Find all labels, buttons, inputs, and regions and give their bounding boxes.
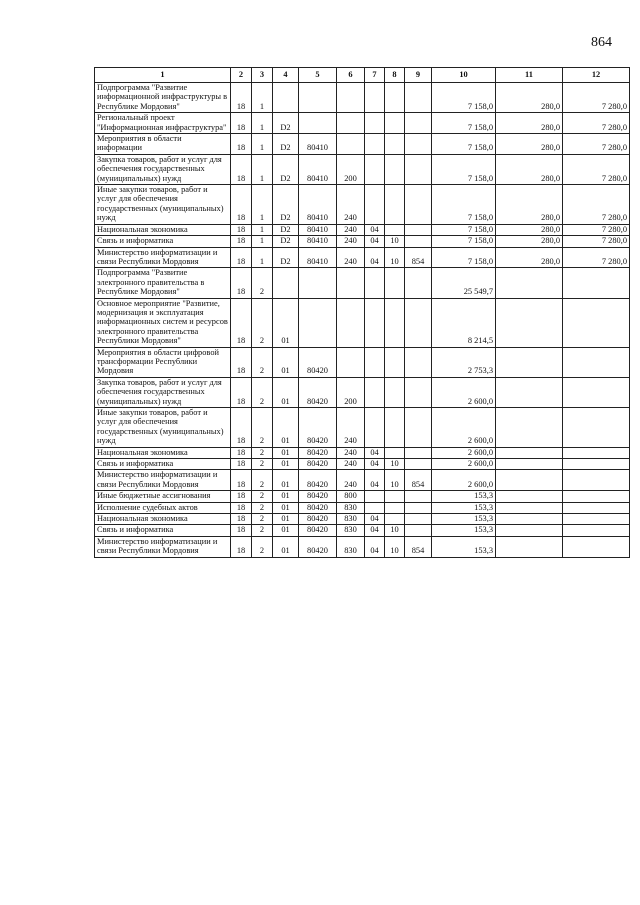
table-row	[95, 502, 630, 513]
row-name-cell: Закупка товаров, работ и услуг для обеспечения государственных (муниципальных) нужд	[95, 154, 231, 184]
amount-col12-cell: 7 280,0	[563, 247, 630, 268]
subsection-cell	[385, 447, 405, 458]
target-cell: 80420	[299, 459, 337, 470]
row-name-cell: Связь и информатика	[95, 525, 231, 536]
amount-col12-cell: 7 280,0	[563, 236, 630, 247]
row-name-cell: Иные бюджетные ассигнования	[95, 491, 231, 502]
expense-type-cell: 830	[337, 502, 365, 513]
column-header: 7	[365, 68, 385, 83]
column-header: 11	[496, 68, 563, 83]
ministry-code-cell	[405, 83, 432, 113]
target-cell: 80420	[299, 502, 337, 513]
amount-col11-cell	[496, 491, 563, 502]
subsection-cell	[385, 268, 405, 298]
subsection-cell	[385, 347, 405, 377]
subprogram-cell: 2	[252, 298, 273, 347]
section-cell: 04	[365, 525, 385, 536]
subprogram-cell: 1	[252, 247, 273, 268]
project-cell: D2	[273, 134, 299, 155]
column-header: 12	[563, 68, 630, 83]
project-cell: D2	[273, 154, 299, 184]
amount-col11-cell: 280,0	[496, 185, 563, 225]
row-name-cell: Мероприятия в области информации	[95, 134, 231, 155]
ministry-code-cell	[405, 268, 432, 298]
project-cell: 01	[273, 459, 299, 470]
rzpr-cell: 18	[231, 408, 252, 448]
table-row	[95, 447, 630, 458]
table-row	[95, 377, 630, 407]
rzpr-cell: 18	[231, 536, 252, 557]
expense-type-cell	[337, 83, 365, 113]
ministry-code-cell	[405, 154, 432, 184]
section-cell	[365, 408, 385, 448]
amount-col11-cell	[496, 470, 563, 491]
target-cell: 80420	[299, 525, 337, 536]
amount-col11-cell: 280,0	[496, 134, 563, 155]
subsection-cell	[385, 514, 405, 525]
subsection-cell	[385, 134, 405, 155]
ministry-code-cell	[405, 377, 432, 407]
subprogram-cell: 2	[252, 447, 273, 458]
ministry-code-cell	[405, 185, 432, 225]
rzpr-cell: 18	[231, 347, 252, 377]
section-cell	[365, 491, 385, 502]
ministry-code-cell: 854	[405, 247, 432, 268]
rzpr-cell: 18	[231, 154, 252, 184]
amount-col11-cell	[496, 536, 563, 557]
amount-col11-cell	[496, 502, 563, 513]
subprogram-cell: 2	[252, 408, 273, 448]
column-header: 2	[231, 68, 252, 83]
project-cell: 01	[273, 447, 299, 458]
project-cell	[273, 268, 299, 298]
target-cell: 80420	[299, 347, 337, 377]
amount-col10-cell: 2 600,0	[432, 377, 496, 407]
subsection-cell	[385, 377, 405, 407]
expense-type-cell: 240	[337, 470, 365, 491]
project-cell	[273, 83, 299, 113]
target-cell: 80410	[299, 247, 337, 268]
table-row	[95, 470, 630, 491]
subsection-cell	[385, 113, 405, 134]
project-cell: 01	[273, 502, 299, 513]
project-cell: 01	[273, 347, 299, 377]
amount-col11-cell: 280,0	[496, 224, 563, 235]
target-cell: 80410	[299, 154, 337, 184]
rzpr-cell: 18	[231, 447, 252, 458]
row-name-cell: Национальная экономика	[95, 224, 231, 235]
amount-col12-cell: 7 280,0	[563, 134, 630, 155]
table-row	[95, 83, 630, 113]
subsection-cell: 10	[385, 525, 405, 536]
rzpr-cell: 18	[231, 134, 252, 155]
section-cell	[365, 185, 385, 225]
target-cell: 80420	[299, 491, 337, 502]
amount-col12-cell: 7 280,0	[563, 154, 630, 184]
subsection-cell	[385, 408, 405, 448]
section-cell	[365, 134, 385, 155]
subprogram-cell: 1	[252, 113, 273, 134]
section-cell: 04	[365, 536, 385, 557]
ministry-code-cell	[405, 459, 432, 470]
section-cell: 04	[365, 247, 385, 268]
section-cell	[365, 268, 385, 298]
amount-col10-cell: 25 549,7	[432, 268, 496, 298]
expense-type-cell: 200	[337, 154, 365, 184]
expense-type-cell: 240	[337, 236, 365, 247]
amount-col10-cell: 7 158,0	[432, 154, 496, 184]
subsection-cell: 10	[385, 236, 405, 247]
amount-col10-cell: 7 158,0	[432, 113, 496, 134]
section-cell	[365, 113, 385, 134]
subsection-cell	[385, 491, 405, 502]
section-cell: 04	[365, 514, 385, 525]
subsection-cell: 10	[385, 459, 405, 470]
amount-col10-cell: 153,3	[432, 502, 496, 513]
target-cell	[299, 268, 337, 298]
subprogram-cell: 2	[252, 459, 273, 470]
amount-col12-cell	[563, 377, 630, 407]
expense-type-cell: 800	[337, 491, 365, 502]
subsection-cell: 10	[385, 470, 405, 491]
subprogram-cell: 2	[252, 377, 273, 407]
row-name-cell: Министерство информатизации и связи Республики Мордовия	[95, 470, 231, 491]
column-header: 9	[405, 68, 432, 83]
amount-col12-cell	[563, 502, 630, 513]
column-header: 5	[299, 68, 337, 83]
ministry-code-cell	[405, 113, 432, 134]
expense-type-cell: 240	[337, 408, 365, 448]
subprogram-cell: 2	[252, 536, 273, 557]
amount-col10-cell: 8 214,5	[432, 298, 496, 347]
ministry-code-cell	[405, 447, 432, 458]
project-cell: 01	[273, 525, 299, 536]
amount-col12-cell: 7 280,0	[563, 83, 630, 113]
column-header: 6	[337, 68, 365, 83]
project-cell: 01	[273, 298, 299, 347]
subprogram-cell: 2	[252, 491, 273, 502]
amount-col11-cell: 280,0	[496, 113, 563, 134]
header-row	[95, 68, 630, 83]
amount-col12-cell	[563, 347, 630, 377]
project-cell: 01	[273, 514, 299, 525]
project-cell: 01	[273, 408, 299, 448]
subsection-cell: 10	[385, 247, 405, 268]
subprogram-cell: 1	[252, 83, 273, 113]
amount-col10-cell: 7 158,0	[432, 224, 496, 235]
row-name-cell: Иные закупки товаров, работ и услуг для обеспечения государственных (муниципальных) нужд	[95, 185, 231, 225]
project-cell: 01	[273, 536, 299, 557]
table-row	[95, 236, 630, 247]
project-cell: D2	[273, 236, 299, 247]
amount-col10-cell: 7 158,0	[432, 247, 496, 268]
amount-col12-cell	[563, 470, 630, 491]
amount-col12-cell: 7 280,0	[563, 224, 630, 235]
column-header: 1	[95, 68, 231, 83]
rzpr-cell: 18	[231, 459, 252, 470]
subsection-cell	[385, 83, 405, 113]
budget-table	[94, 67, 630, 558]
table-row	[95, 298, 630, 347]
ministry-code-cell	[405, 224, 432, 235]
subsection-cell	[385, 224, 405, 235]
section-cell	[365, 377, 385, 407]
row-name-cell: Подпрограмма "Развитие информационной инфраструктуры в Республике Мордовия"	[95, 83, 231, 113]
subsection-cell	[385, 298, 405, 347]
row-name-cell: Закупка товаров, работ и услуг для обеспечения государственных (муниципальных) нужд	[95, 377, 231, 407]
subsection-cell	[385, 185, 405, 225]
table-row	[95, 268, 630, 298]
amount-col11-cell	[496, 268, 563, 298]
amount-col11-cell	[496, 408, 563, 448]
expense-type-cell: 830	[337, 536, 365, 557]
target-cell	[299, 298, 337, 347]
project-cell: D2	[273, 185, 299, 225]
subprogram-cell: 1	[252, 185, 273, 225]
target-cell: 80410	[299, 134, 337, 155]
project-cell: D2	[273, 113, 299, 134]
subprogram-cell: 2	[252, 514, 273, 525]
expense-type-cell	[337, 298, 365, 347]
rzpr-cell: 18	[231, 247, 252, 268]
subprogram-cell: 1	[252, 154, 273, 184]
target-cell: 80410	[299, 224, 337, 235]
amount-col11-cell: 280,0	[496, 236, 563, 247]
rzpr-cell: 18	[231, 268, 252, 298]
section-cell: 04	[365, 447, 385, 458]
project-cell: 01	[273, 470, 299, 491]
subprogram-cell: 2	[252, 502, 273, 513]
table-row	[95, 247, 630, 268]
amount-col11-cell: 280,0	[496, 247, 563, 268]
rzpr-cell: 18	[231, 377, 252, 407]
row-name-cell: Иные закупки товаров, работ и услуг для обеспечения государственных (муниципальных) нужд	[95, 408, 231, 448]
expense-type-cell	[337, 134, 365, 155]
table-row	[95, 459, 630, 470]
amount-col11-cell	[496, 377, 563, 407]
rzpr-cell: 18	[231, 224, 252, 235]
amount-col10-cell: 2 600,0	[432, 408, 496, 448]
ministry-code-cell	[405, 525, 432, 536]
amount-col12-cell	[563, 268, 630, 298]
amount-col11-cell	[496, 459, 563, 470]
amount-col12-cell	[563, 447, 630, 458]
ministry-code-cell	[405, 134, 432, 155]
table-row	[95, 491, 630, 502]
row-name-cell: Связь и информатика	[95, 459, 231, 470]
table-row	[95, 525, 630, 536]
amount-col10-cell: 7 158,0	[432, 236, 496, 247]
amount-col10-cell: 2 600,0	[432, 447, 496, 458]
project-cell: 01	[273, 491, 299, 502]
amount-col10-cell: 153,3	[432, 514, 496, 525]
amount-col12-cell	[563, 298, 630, 347]
table-row	[95, 514, 630, 525]
subsection-cell	[385, 154, 405, 184]
subprogram-cell: 2	[252, 347, 273, 377]
column-header: 4	[273, 68, 299, 83]
target-cell: 80410	[299, 236, 337, 247]
expense-type-cell: 830	[337, 525, 365, 536]
amount-col11-cell: 280,0	[496, 83, 563, 113]
section-cell: 04	[365, 470, 385, 491]
amount-col11-cell	[496, 447, 563, 458]
ministry-code-cell	[405, 347, 432, 377]
target-cell: 80420	[299, 514, 337, 525]
row-name-cell: Министерство информатизации и связи Республики Мордовия	[95, 247, 231, 268]
row-name-cell: Подпрограмма "Развитие электронного правительства в Республике Мордовия"	[95, 268, 231, 298]
expense-type-cell	[337, 113, 365, 134]
row-name-cell: Связь и информатика	[95, 236, 231, 247]
project-cell: 01	[273, 377, 299, 407]
amount-col10-cell: 153,3	[432, 536, 496, 557]
subprogram-cell: 1	[252, 134, 273, 155]
rzpr-cell: 18	[231, 502, 252, 513]
rzpr-cell: 18	[231, 83, 252, 113]
expense-type-cell: 830	[337, 514, 365, 525]
rzpr-cell: 18	[231, 470, 252, 491]
amount-col10-cell: 2 600,0	[432, 459, 496, 470]
ministry-code-cell	[405, 514, 432, 525]
amount-col10-cell: 153,3	[432, 491, 496, 502]
amount-col10-cell: 7 158,0	[432, 185, 496, 225]
row-name-cell: Исполнение судебных актов	[95, 502, 231, 513]
project-cell: D2	[273, 224, 299, 235]
expense-type-cell: 240	[337, 459, 365, 470]
ministry-code-cell	[405, 408, 432, 448]
amount-col12-cell	[563, 525, 630, 536]
ministry-code-cell	[405, 298, 432, 347]
section-cell: 04	[365, 224, 385, 235]
amount-col12-cell	[563, 536, 630, 557]
row-name-cell: Основное мероприятие "Развитие, модернизация и эксплуатация информационных систем и ресурсов электронного правительства Республики Мордовия"	[95, 298, 231, 347]
row-name-cell: Национальная экономика	[95, 447, 231, 458]
section-cell	[365, 298, 385, 347]
amount-col10-cell: 2 753,3	[432, 347, 496, 377]
target-cell: 80410	[299, 185, 337, 225]
rzpr-cell: 18	[231, 525, 252, 536]
row-name-cell: Региональный проект "Информационная инфраструктура"	[95, 113, 231, 134]
amount-col10-cell: 7 158,0	[432, 83, 496, 113]
rzpr-cell: 18	[231, 113, 252, 134]
table-row	[95, 134, 630, 155]
expense-type-cell: 200	[337, 377, 365, 407]
amount-col11-cell	[496, 514, 563, 525]
amount-col12-cell: 7 280,0	[563, 185, 630, 225]
ministry-code-cell: 854	[405, 536, 432, 557]
amount-col12-cell	[563, 491, 630, 502]
section-cell: 04	[365, 236, 385, 247]
amount-col10-cell: 2 600,0	[432, 470, 496, 491]
page-number: 864	[591, 35, 612, 50]
section-cell	[365, 154, 385, 184]
amount-col11-cell	[496, 525, 563, 536]
rzpr-cell: 18	[231, 298, 252, 347]
amount-col11-cell: 280,0	[496, 154, 563, 184]
rzpr-cell: 18	[231, 514, 252, 525]
target-cell: 80420	[299, 408, 337, 448]
rzpr-cell: 18	[231, 236, 252, 247]
ministry-code-cell	[405, 491, 432, 502]
project-cell: D2	[273, 247, 299, 268]
row-name-cell: Национальная экономика	[95, 514, 231, 525]
target-cell: 80420	[299, 536, 337, 557]
amount-col12-cell	[563, 459, 630, 470]
section-cell	[365, 83, 385, 113]
table-row	[95, 224, 630, 235]
row-name-cell: Мероприятия в области цифровой трансформации Республики Мордовия	[95, 347, 231, 377]
subprogram-cell: 2	[252, 470, 273, 491]
subprogram-cell: 2	[252, 525, 273, 536]
table-row	[95, 154, 630, 184]
target-cell	[299, 83, 337, 113]
target-cell: 80420	[299, 470, 337, 491]
section-cell	[365, 502, 385, 513]
column-header: 8	[385, 68, 405, 83]
amount-col10-cell: 7 158,0	[432, 134, 496, 155]
rzpr-cell: 18	[231, 491, 252, 502]
subprogram-cell: 1	[252, 224, 273, 235]
table-row	[95, 113, 630, 134]
expense-type-cell: 240	[337, 224, 365, 235]
column-header: 3	[252, 68, 273, 83]
section-cell: 04	[365, 459, 385, 470]
expense-type-cell: 240	[337, 185, 365, 225]
section-cell	[365, 347, 385, 377]
table-row	[95, 185, 630, 225]
amount-col11-cell	[496, 298, 563, 347]
subsection-cell: 10	[385, 536, 405, 557]
table-row	[95, 347, 630, 377]
column-header: 10	[432, 68, 496, 83]
target-cell	[299, 113, 337, 134]
subsection-cell	[385, 502, 405, 513]
subprogram-cell: 2	[252, 268, 273, 298]
expense-type-cell: 240	[337, 247, 365, 268]
rzpr-cell: 18	[231, 185, 252, 225]
row-name-cell: Министерство информатизации и связи Республики Мордовия	[95, 536, 231, 557]
amount-col11-cell	[496, 347, 563, 377]
table-row	[95, 536, 630, 557]
expense-type-cell	[337, 268, 365, 298]
ministry-code-cell: 854	[405, 470, 432, 491]
subprogram-cell: 1	[252, 236, 273, 247]
amount-col12-cell: 7 280,0	[563, 113, 630, 134]
ministry-code-cell	[405, 502, 432, 513]
amount-col12-cell	[563, 514, 630, 525]
table-row	[95, 408, 630, 448]
amount-col12-cell	[563, 408, 630, 448]
target-cell: 80420	[299, 447, 337, 458]
target-cell: 80420	[299, 377, 337, 407]
expense-type-cell	[337, 347, 365, 377]
ministry-code-cell	[405, 236, 432, 247]
expense-type-cell: 240	[337, 447, 365, 458]
amount-col10-cell: 153,3	[432, 525, 496, 536]
